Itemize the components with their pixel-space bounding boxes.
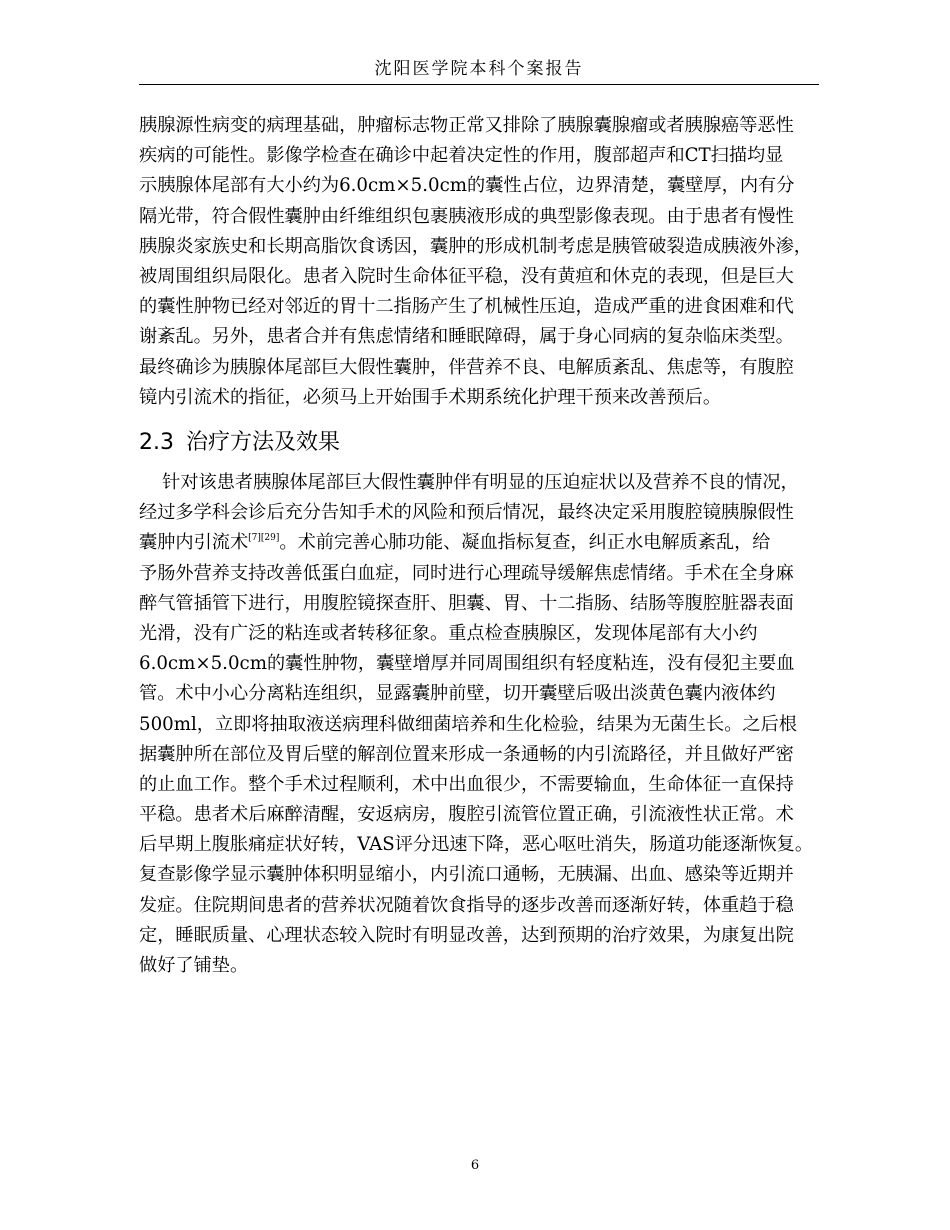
text-line: 胰腺源性病变的病理基础，肿瘤标志物正常又排除了胰腺囊腺瘤或者胰腺癌等恶性	[139, 115, 794, 136]
text-line: 被周围组织局限化。患者入院时生命体征平稳，没有黄疸和休克的表现，但是巨大	[139, 265, 794, 287]
text-line: 最终确诊为胰腺体尾部巨大假性囊肿，伴营养不良、电解质紊乱、焦虑等，有腹腔	[139, 356, 794, 378]
paragraph-diagnosis	[139, 111, 829, 413]
page-number: 6	[470, 1158, 480, 1173]
text-line: 胰腺炎家族史和长期高脂饮食诱因，囊肿的形成机制考虑是胰管破裂造成胰液外渗，	[139, 235, 812, 257]
text-line: 经过多学科会诊后充分告知手术的风险和预后情况，最终决定采用腹腔镜胰腺假性	[139, 502, 794, 524]
text-line: 醉气管插管下进行，用腹腔镜探查肝、胆囊、胃、十二指肠、结肠等腹腔脏器表面	[139, 592, 794, 614]
section-number: 2.3	[139, 430, 174, 455]
text-line: 定，睡眠质量、心理状态较入院时有明显改善，达到预期的治疗效果，为康复出院	[139, 924, 794, 946]
text-line: 的止血工作。整个手术过程顺利，术中出血很少，不需要输血，生命体征一直保持	[139, 773, 794, 795]
text-line: 做好了铺垫。	[139, 955, 249, 976]
text-line: 6.0cm×5.0cm的囊性肿物，囊壁增厚并同周围组织有轻度粘连，没有侵犯主要血	[139, 653, 795, 675]
text-line: 疾病的可能性。影像学检查在确诊中起着决定性的作用，腹部超声和CT扫描均显	[139, 145, 784, 167]
text-line: 谢紊乱。另外，患者合并有焦虑情绪和睡眠障碍，属于身心同病的复杂临床类型。	[139, 326, 794, 348]
text-segment: 囊肿内引流术	[139, 532, 249, 554]
text-line: 镜内引流术的指征，必须马上开始围手术期系统化护理干预来改善预后。	[139, 386, 722, 408]
text-line: 平稳。患者术后麻醉清醒，安返病房，腹腔引流管位置正确，引流液性状正常。术	[139, 804, 794, 826]
text-segment: 。术前完善心肺功能、凝血指标复查，纠正水电解质紊乱，给	[279, 532, 771, 554]
section-title: 治疗方法及效果	[186, 430, 341, 455]
text-line: 500ml，立即将抽取液送病理科做细菌培养和生化检验，结果为无菌生长。之后根	[139, 713, 797, 735]
text-line: 的囊性肿物已经对邻近的胃十二指肠产生了机械性压迫，造成严重的进食困难和代	[139, 296, 794, 318]
text-line: 管。术中小心分离粘连组织，显露囊肿前壁，切开囊壁后吸出淡黄色囊内液体约	[139, 683, 776, 705]
section-heading	[139, 426, 340, 460]
text-line: 针对该患者胰腺体尾部巨大假性囊肿伴有明显的压迫症状以及营养不良的情况，	[139, 472, 799, 493]
text-line: 据囊肿所在部位及胃后壁的解剖位置来形成一条通畅的内引流路径，并且做好严密	[139, 743, 794, 765]
text-line: 后早期上腹胀痛症状好转，VAS评分迅速下降，恶心呕吐消失，肠道功能逐渐恢复。	[139, 834, 814, 856]
text-line: 复查影像学显示囊肿体积明显缩小，内引流口通畅，无胰漏、出血、感染等近期并	[139, 864, 794, 886]
citation-superscript: [7][29]	[248, 533, 280, 544]
running-header: 沈阳医学院本科个案报告	[139, 58, 819, 85]
text-line: 隔光带，符合假性囊肿由纤维组织包裹胰液形成的典型影像表现。由于患者有慢性	[139, 205, 794, 227]
text-line-with-citation	[139, 528, 829, 558]
text-line: 发症。住院期间患者的营养状况随着饮食指导的逐步改善而逐渐好转，体重趋于稳	[139, 894, 794, 916]
text-line: 光滑，没有广泛的粘连或者转移征象。重点检查胰腺区，发现体尾部有大小约	[139, 622, 758, 644]
text-line: 示胰腺体尾部有大小约为6.0cm×5.0cm的囊性占位，边界清楚，囊壁厚，内有分	[139, 175, 795, 197]
text-line: 予肠外营养支持改善低蛋白血症，同时进行心理疏导缓解焦虑情绪。手术在全身麻	[139, 562, 794, 584]
paragraph-treatment	[139, 468, 829, 981]
